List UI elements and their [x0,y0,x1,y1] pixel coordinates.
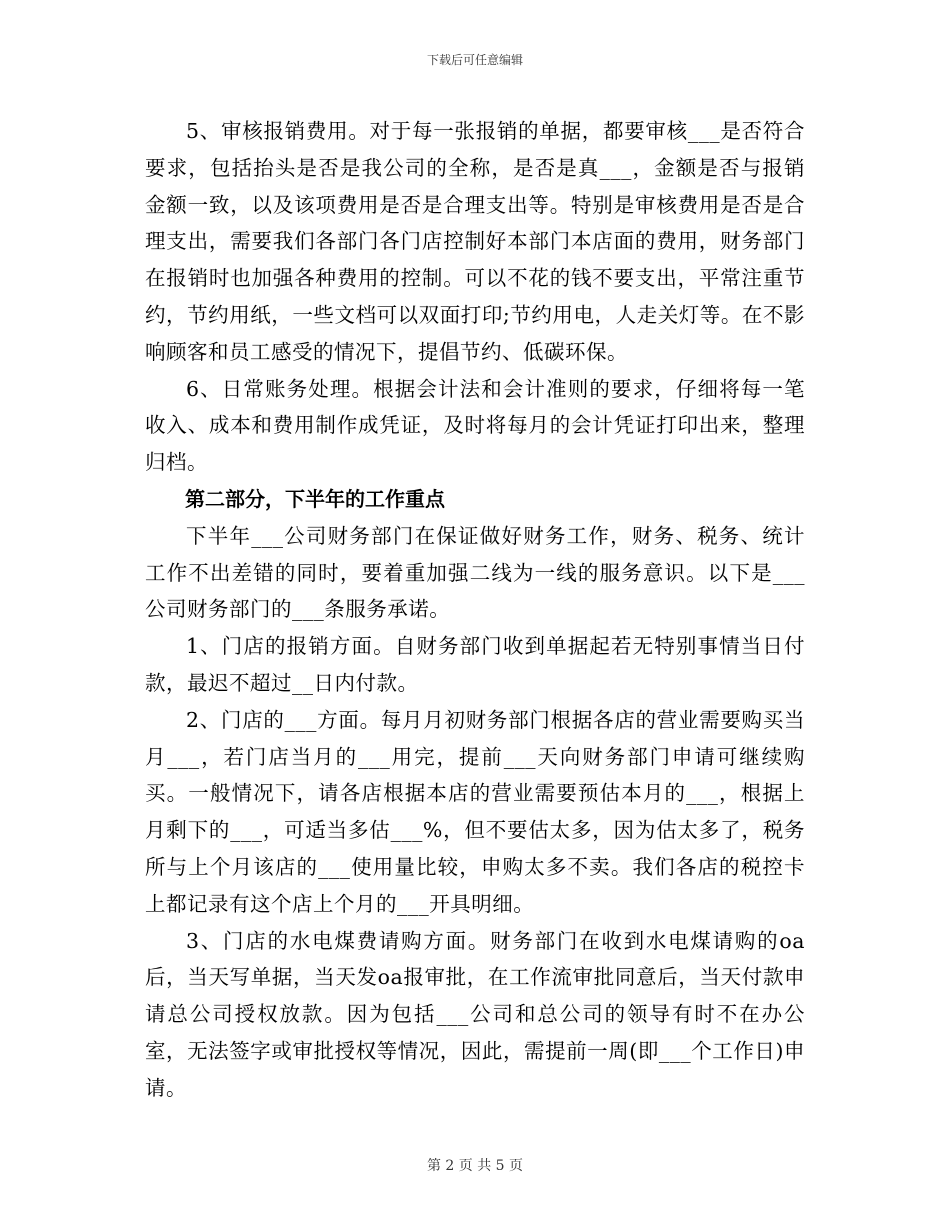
paragraph-item-1: 1、门店的报销方面。自财务部门收到单据起若无特别事情当日付款，最迟不超过__日内付款。 [145,634,805,695]
paragraph-item-2: 2、门店的___方面。每月月初财务部门根据各店的营业需要购买当月___，若门店当月的___用完，提前___天向财务部门申请可继续购买。一般情况下，请各店根据本店的营业需要预估本月的___，根据上月剩下的___，可适当多估___%，但不要估太多，因为估太多了，税务所与上个月该店的___使用量比较，申购太多不卖。我们各店的税控卡上都记录有这个店上个月的___开具明细。 [145,707,805,916]
section-heading: 第二部分，下半年的工作重点 [185,486,445,511]
page-header: 下载后可任意编辑 [426,53,523,67]
paragraph-item-3: 3、门店的水电煤费请购方面。财务部门在收到水电煤请购的oa后，当天写单据，当天发oa报审批，在工作流审批同意后，当天付款申请总公司授权放款。因为包括___公司和总公司的领导有时不在办公室，无法签字或审批授权等情况，因此，需提前一周(即___个工作日)申请。 [145,928,805,1100]
paragraph-item-5: 5、审核报销费用。对于每一张报销的单据，都要审核___是否符合要求，包括抬头是否是我公司的全称，是否是真___，金额是否与报销金额一致，以及该项费用是否是合理支出等。特别是审核费用是否是合理支出，需要我们各部门各门店控制好本部门本店面的费用，财务部门在报销时也加强各种费用的控制。可以不花的钱不要支出，平常注重节约，节约用纸，一些文档可以双面打印;节约用电，人走关灯等。在不影响顾客和员工感受的情况下，提倡节约、低碳环保。 [145,119,805,364]
page-footer: 第 2 页 共 5 页 [426,1158,524,1174]
paragraph-intro: 下半年___公司财务部门在保证做好财务工作，财务、税务、统计工作不出差错的同时，要着重加强二线为一线的服务意识。以下是___公司财务部门的___条服务承诺。 [145,523,805,622]
paragraph-item-6: 6、日常账务处理。根据会计法和会计准则的要求，仔细将每一笔收入、成本和费用制作成凭证，及时将每月的会计凭证打印出来，整理归档。 [145,376,805,475]
document-body [145,113,805,1107]
